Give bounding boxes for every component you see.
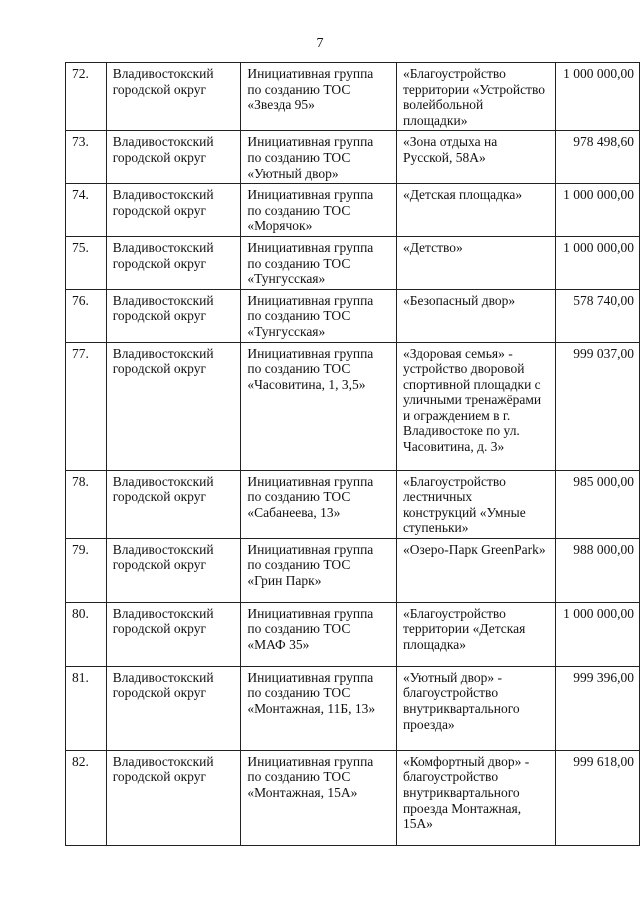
amount-cell <box>555 184 639 237</box>
municipality-name: Владивостокский городской округ <box>112 345 214 377</box>
project-cell <box>396 602 555 666</box>
table-row <box>66 538 640 602</box>
row-number-cell <box>66 538 107 602</box>
row-number: 74. <box>72 187 89 203</box>
row-number: 78. <box>72 473 89 489</box>
amount-cell <box>555 289 639 342</box>
project-cell <box>396 342 555 470</box>
organization-name: Инициативная группа по созданию ТОС «Тунгусская» <box>247 292 374 339</box>
municipality-cell <box>106 289 241 342</box>
municipality-name: Владивостокский городской округ <box>112 66 214 97</box>
row-number: 79. <box>72 541 89 557</box>
organization-cell <box>241 63 397 131</box>
page-number: 7 <box>316 36 324 51</box>
organization-name: Инициативная группа по созданию ТОС «Тунгусская» <box>247 239 374 287</box>
municipality-cell <box>106 470 241 538</box>
row-number-cell <box>66 184 107 237</box>
municipality-name: Владивостокский городской округ <box>112 753 214 785</box>
municipality-name: Владивостокский городской округ <box>112 473 214 505</box>
project-cell <box>396 750 555 845</box>
amount-cell <box>555 236 639 289</box>
amount-cell <box>555 750 639 845</box>
table-row <box>66 63 640 131</box>
organization-cell <box>241 538 397 602</box>
row-number: 76. <box>72 292 89 308</box>
municipality-name: Владивостокский городской округ <box>112 292 214 324</box>
table-row <box>66 470 640 538</box>
organization-name: Инициативная группа по созданию ТОС «Монтажная, 15А» <box>247 753 374 801</box>
grant-amount: 1 000 000,00 <box>563 66 634 81</box>
municipality-name: Владивостокский городской округ <box>112 134 214 165</box>
project-cell <box>396 666 555 750</box>
grant-amount: 999 396,00 <box>573 669 634 685</box>
row-number-cell <box>66 131 107 184</box>
organization-name: Инициативная группа по созданию ТОС «МАФ 35» <box>247 605 374 653</box>
row-number-cell <box>66 470 107 538</box>
grant-amount: 978 498,60 <box>573 134 634 150</box>
project-cell <box>396 470 555 538</box>
municipality-cell <box>106 63 241 131</box>
project-cell <box>396 538 555 602</box>
row-number: 81. <box>72 669 89 685</box>
grant-amount: 985 000,00 <box>573 473 634 489</box>
row-number: 75. <box>72 239 89 255</box>
grant-amount: 988 000,00 <box>573 541 634 557</box>
grant-amount: 1 000 000,00 <box>563 187 634 203</box>
organization-name: Инициативная группа по созданию ТОС «Грин Парк» <box>247 541 374 589</box>
municipality-name: Владивостокский городской округ <box>112 187 214 218</box>
project-name: «Благоустройство территории «Устройство волейбольной площадки» <box>402 66 545 128</box>
row-number-cell <box>66 750 107 845</box>
row-number: 72. <box>72 66 89 81</box>
table-row <box>66 750 640 845</box>
municipality-name: Владивостокский городской округ <box>112 239 214 271</box>
row-number: 80. <box>72 605 89 621</box>
amount-cell <box>555 666 639 750</box>
table-row <box>66 289 640 342</box>
organization-cell <box>241 470 397 538</box>
organization-name: Инициативная группа по созданию ТОС «Уютный двор» <box>247 134 374 181</box>
grant-amount: 1 000 000,00 <box>563 239 634 255</box>
project-name: «Уютный двор» - благоустройство внутриквартального проезда» <box>402 669 520 732</box>
project-name: «Благоустройство лестничных конструкций «Умные ступеньки» <box>402 473 526 536</box>
row-number-cell <box>66 289 107 342</box>
organization-name: Инициативная группа по созданию ТОС «Часовитина, 1, 3,5» <box>247 345 374 392</box>
project-cell <box>396 184 555 237</box>
organization-name: Инициативная группа по созданию ТОС «Звезда 95» <box>247 66 374 113</box>
row-number: 73. <box>72 134 89 150</box>
municipality-cell <box>106 602 241 666</box>
organization-cell <box>241 750 397 845</box>
organization-cell <box>241 666 397 750</box>
table-row <box>66 236 640 289</box>
amount-cell <box>555 131 639 184</box>
project-cell <box>396 289 555 342</box>
project-name: «Здоровая семья» - устройство дворовой спортивной площадки с уличными тренажёрами и ограждением в г. Владивостоке по ул. Часовитина, д. 3» <box>402 345 542 455</box>
grant-table <box>65 62 640 846</box>
table-row <box>66 131 640 184</box>
municipality-cell <box>106 538 241 602</box>
municipality-cell <box>106 342 241 470</box>
table-row <box>66 184 640 237</box>
grant-amount: 578 740,00 <box>573 292 634 308</box>
organization-name: Инициативная группа по созданию ТОС «Монтажная, 11Б, 13» <box>247 669 376 717</box>
organization-name: Инициативная группа по созданию ТОС «Сабанеева, 13» <box>247 473 374 520</box>
project-name: «Комфортный двор» - благоустройство внутриквартального проезда Монтажная, 15А» <box>402 753 530 832</box>
municipality-name: Владивостокский городской округ <box>112 605 214 637</box>
row-number-cell <box>66 602 107 666</box>
project-name: «Озеро-Парк GreenPark» <box>402 541 546 557</box>
grant-table-body <box>66 63 640 846</box>
organization-cell <box>241 602 397 666</box>
municipality-name: Владивостокский городской округ <box>112 669 214 701</box>
project-name: «Безопасный двор» <box>402 292 516 308</box>
municipality-cell <box>106 666 241 750</box>
row-number: 77. <box>72 345 89 361</box>
project-name: «Зона отдыха на Русской, 58А» <box>402 134 498 165</box>
amount-cell <box>555 602 639 666</box>
organization-cell <box>241 131 397 184</box>
table-row <box>66 666 640 750</box>
amount-cell <box>555 470 639 538</box>
project-name: «Детство» <box>402 239 463 255</box>
organization-cell <box>241 289 397 342</box>
project-cell <box>396 63 555 131</box>
project-cell <box>396 236 555 289</box>
project-name: «Благоустройство территории «Детская площадка» <box>402 605 526 653</box>
municipality-cell <box>106 236 241 289</box>
table-row <box>66 602 640 666</box>
row-number-cell <box>66 666 107 750</box>
grant-amount: 1 000 000,00 <box>563 605 634 621</box>
project-cell <box>396 131 555 184</box>
municipality-cell <box>106 184 241 237</box>
organization-cell <box>241 236 397 289</box>
row-number-cell <box>66 236 107 289</box>
amount-cell <box>555 538 639 602</box>
municipality-cell <box>106 750 241 845</box>
amount-cell <box>555 342 639 470</box>
amount-cell <box>555 63 639 131</box>
row-number-cell <box>66 63 107 131</box>
organization-cell <box>241 342 397 470</box>
grant-amount: 999 037,00 <box>573 345 634 361</box>
municipality-name: Владивостокский городской округ <box>112 541 214 573</box>
organization-name: Инициативная группа по созданию ТОС «Морячок» <box>247 187 374 234</box>
row-number-cell <box>66 342 107 470</box>
row-number: 82. <box>72 753 89 769</box>
table-row <box>66 342 640 470</box>
municipality-cell <box>106 131 241 184</box>
project-name: «Детская площадка» <box>402 187 523 203</box>
organization-cell <box>241 184 397 237</box>
grant-amount: 999 618,00 <box>573 753 634 769</box>
